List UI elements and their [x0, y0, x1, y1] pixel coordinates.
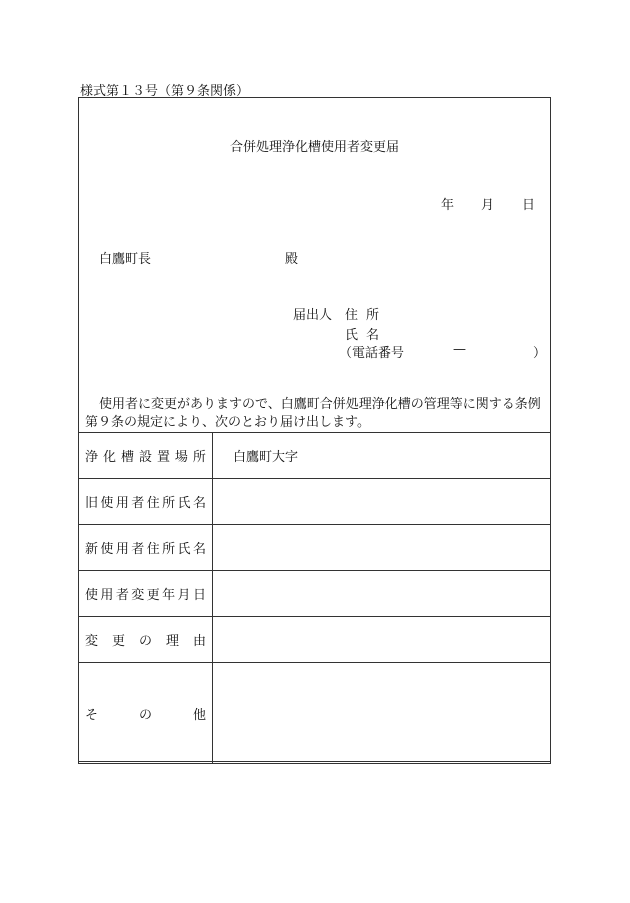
row-label-char: 用 [100, 588, 114, 603]
row-label [79, 433, 213, 479]
row-label-char: 新 [85, 542, 99, 557]
row-label [79, 617, 213, 663]
row-value-cell[interactable] [213, 433, 551, 479]
row-label-char: 使 [85, 588, 99, 603]
row-label-char: 更 [111, 634, 125, 649]
row-label-char: 者 [131, 542, 145, 557]
date-day-label: 日 [522, 198, 536, 213]
row-value-cell[interactable] [213, 479, 551, 525]
row-label-text [79, 584, 212, 603]
row-value-cell[interactable] [213, 571, 551, 617]
row-label-char: 由 [192, 634, 206, 649]
row-label-char: 設 [138, 450, 152, 465]
row-label [79, 571, 213, 617]
row-label-char: 所 [162, 542, 176, 557]
phone-close-paren: ） [533, 346, 547, 361]
row-label-char: 月 [177, 588, 191, 603]
name-label: 氏名 [345, 328, 388, 343]
row-label-char: 年 [162, 588, 176, 603]
row-label-char: 名 [192, 496, 206, 511]
row-label-char: 所 [162, 496, 176, 511]
row-value-cell[interactable] [213, 617, 551, 663]
row-label-char: 更 [146, 588, 160, 603]
address-label: 住所 [345, 308, 388, 323]
row-label-char: 用 [115, 542, 129, 557]
row-label-text [79, 704, 212, 723]
row-label-char: 日 [192, 588, 206, 603]
row-label-text [79, 492, 212, 511]
row-label-char: 使 [100, 496, 114, 511]
phone-dash: — [453, 342, 466, 357]
form-box [78, 97, 551, 762]
row-label-char: 所 [192, 450, 206, 465]
row-value: 白鷹町大字 [233, 450, 299, 465]
row-label-text [79, 538, 212, 557]
row-label-char: 理 [165, 634, 179, 649]
row-label-char: 使 [100, 542, 114, 557]
row-label-char: 他 [192, 707, 206, 723]
row-label-char: の [138, 634, 152, 649]
row-label-text [79, 446, 212, 465]
table-row [79, 663, 551, 764]
row-label-char: 名 [192, 542, 206, 557]
table-row [79, 479, 551, 525]
form-title: 合併処理浄化槽使用者変更届 [229, 140, 399, 155]
applicant-label: 届出人 [293, 308, 333, 323]
row-label [79, 479, 213, 525]
row-label-char: 者 [131, 496, 145, 511]
row-label-char: 氏 [177, 496, 191, 511]
row-value-cell[interactable] [213, 663, 551, 764]
honorific: 殿 [285, 252, 299, 267]
row-label-char: 住 [146, 542, 160, 557]
info-table [78, 432, 551, 764]
row-label-char: 住 [146, 496, 160, 511]
row-label-char: 変 [85, 634, 99, 649]
row-label-char: そ [85, 707, 99, 723]
date-month-label: 月 [481, 198, 495, 213]
table-row [79, 571, 551, 617]
form-number: 様式第１３号（第９条関係） [80, 84, 250, 99]
row-label [79, 525, 213, 571]
row-label-char: の [138, 707, 152, 723]
row-label-char: 槽 [120, 450, 134, 465]
row-label-char: 場 [174, 450, 188, 465]
row-label-text [79, 630, 212, 649]
row-label-char: 置 [156, 450, 170, 465]
phone-label: （電話番号 [339, 346, 405, 361]
row-label-char: 用 [115, 496, 129, 511]
row-label-char: 変 [131, 588, 145, 603]
date-year-label: 年 [441, 198, 455, 213]
table-row [79, 525, 551, 571]
row-label-char: 化 [102, 450, 116, 465]
row-value-cell[interactable] [213, 525, 551, 571]
body-text: 使用者に変更がありますので、白鷹町合併処理浄化槽の管理等に関する条例第９条の規定により、次のとおり届け出します。 [85, 397, 541, 430]
row-label-char: 浄 [85, 450, 99, 465]
row-label-char: 旧 [85, 496, 99, 511]
table-row [79, 433, 551, 479]
table-row [79, 617, 551, 663]
row-label [79, 663, 213, 764]
addressee: 白鷹町長 [99, 252, 152, 267]
row-label-char: 者 [115, 588, 129, 603]
row-label-char: 氏 [177, 542, 191, 557]
